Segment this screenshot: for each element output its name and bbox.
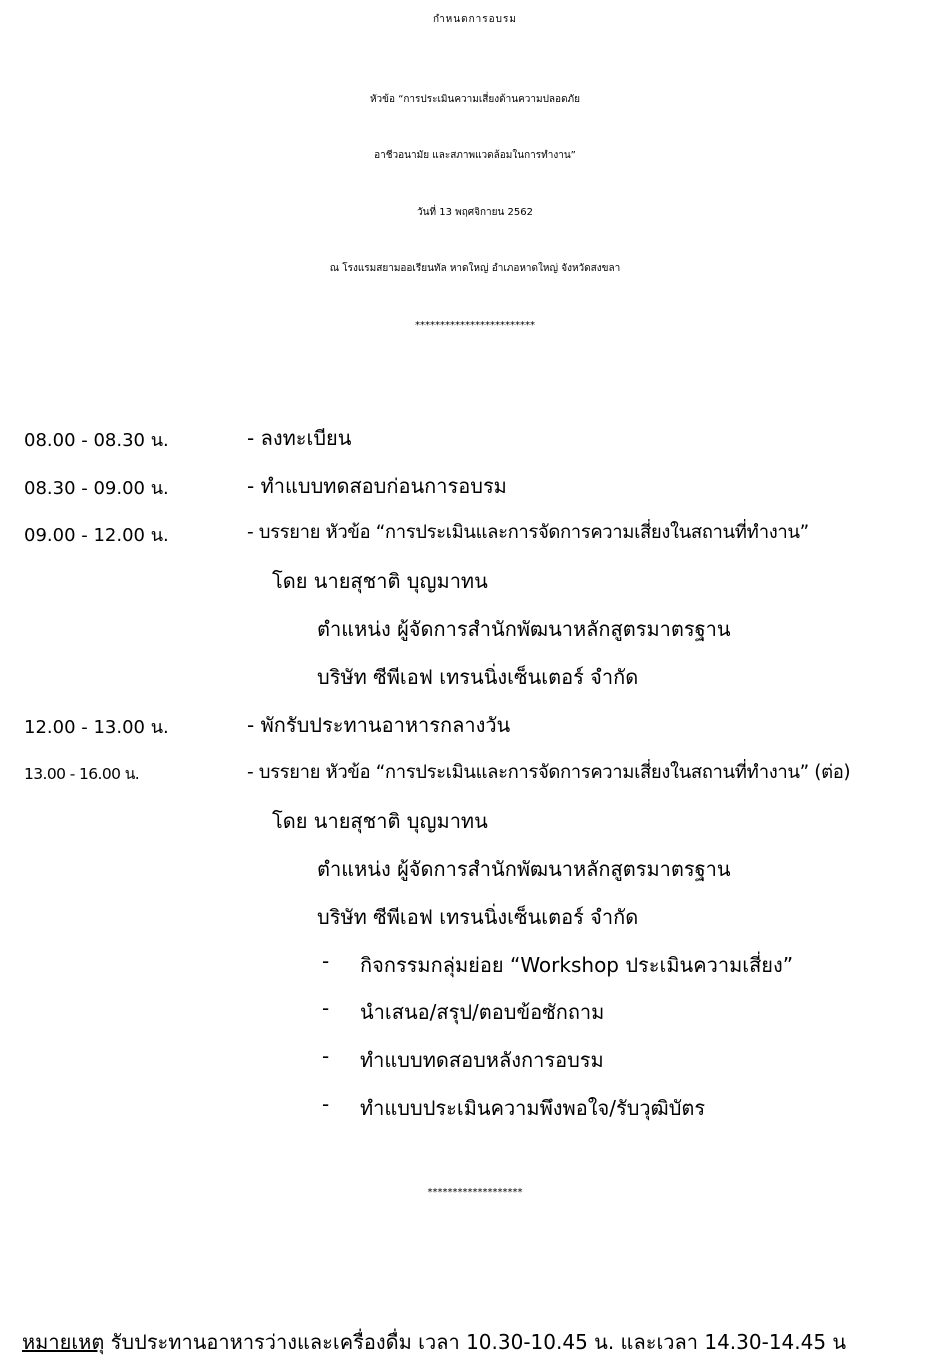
- schedule-time: 12.00 - 13.00 น.: [24, 717, 169, 738]
- schedule-time: 09.00 - 12.00 น.: [24, 525, 169, 546]
- list-bullet: -: [322, 1044, 330, 1068]
- list-bullet: -: [322, 949, 330, 973]
- schedule-activity: - ลงทะเบียน: [247, 426, 352, 450]
- footnote-label: หมายเหตุ: [22, 1330, 105, 1354]
- speaker-name: โดย นายสุชาติ บุญมาทน: [272, 809, 488, 833]
- schedule-time: 08.00 - 08.30 น.: [24, 430, 169, 451]
- speaker-company: บริษัท ซีพีเอฟ เทรนนิ่งเซ็นเตอร์ จำกัด: [317, 665, 639, 689]
- training-date: วันที่ 13 พฤศจิกายน 2562: [417, 207, 533, 218]
- schedule-activity: - บรรยาย หัวข้อ “การประเมินและการจัดการความเสี่ยงในสถานที่ทำงาน”: [247, 522, 809, 543]
- speaker-position: ตำแหน่ง ผู้จัดการสำนักพัฒนาหลักสูตรมาตรฐาน: [317, 857, 731, 881]
- speaker-position: ตำแหน่ง ผู้จัดการสำนักพัฒนาหลักสูตรมาตรฐาน: [317, 617, 731, 641]
- separator-top: ************************: [415, 320, 535, 331]
- subject-line-1: หัวข้อ “การประเมินความเสี่ยงด้านความปลอดภัย: [369, 94, 581, 105]
- list-item: ทำแบบทดสอบหลังการอบรม: [360, 1048, 604, 1072]
- subject-line-2: อาชีวอนามัย และสภาพแวดล้อมในการทำงาน”: [374, 150, 576, 161]
- separator-bottom: *******************: [427, 1187, 523, 1198]
- schedule-activity: - ทำแบบทดสอบก่อนการอบรม: [247, 474, 507, 498]
- schedule-activity: - บรรยาย หัวข้อ “การประเมินและการจัดการความเสี่ยงในสถานที่ทำงาน” (ต่อ): [247, 762, 851, 783]
- schedule-time: 13.00 - 16.00 น.: [24, 765, 140, 783]
- list-bullet: -: [322, 996, 330, 1020]
- speaker-name: โดย นายสุชาติ บุญมาทน: [272, 569, 488, 593]
- list-bullet: -: [322, 1092, 330, 1116]
- document-title: กำหนดการอบรม: [433, 14, 517, 25]
- schedule-time: 08.30 - 09.00 น.: [24, 478, 169, 499]
- list-item: ทำแบบประเมินความพึงพอใจ/รับวุฒิบัตร: [360, 1096, 706, 1120]
- footnote: [22, 1326, 846, 1358]
- list-item: กิจกรรมกลุ่มย่อย “Workshop ประเมินความเสี่ยง”: [360, 953, 794, 977]
- schedule-activity: - พักรับประทานอาหารกลางวัน: [247, 713, 511, 737]
- footnote-text: รับประทานอาหารว่างและเครื่องดื่ม เวลา 10.30-10.45 น. และเวลา 14.30-14.45 น: [104, 1330, 847, 1354]
- speaker-company: บริษัท ซีพีเอฟ เทรนนิ่งเซ็นเตอร์ จำกัด: [317, 905, 639, 929]
- list-item: นำเสนอ/สรุป/ตอบข้อซักถาม: [360, 1000, 605, 1024]
- training-venue: ณ โรงแรมสยามออเรียนทัล หาดใหญ่ อำเภอหาดใหญ่ จังหวัดสงขลา: [329, 263, 621, 274]
